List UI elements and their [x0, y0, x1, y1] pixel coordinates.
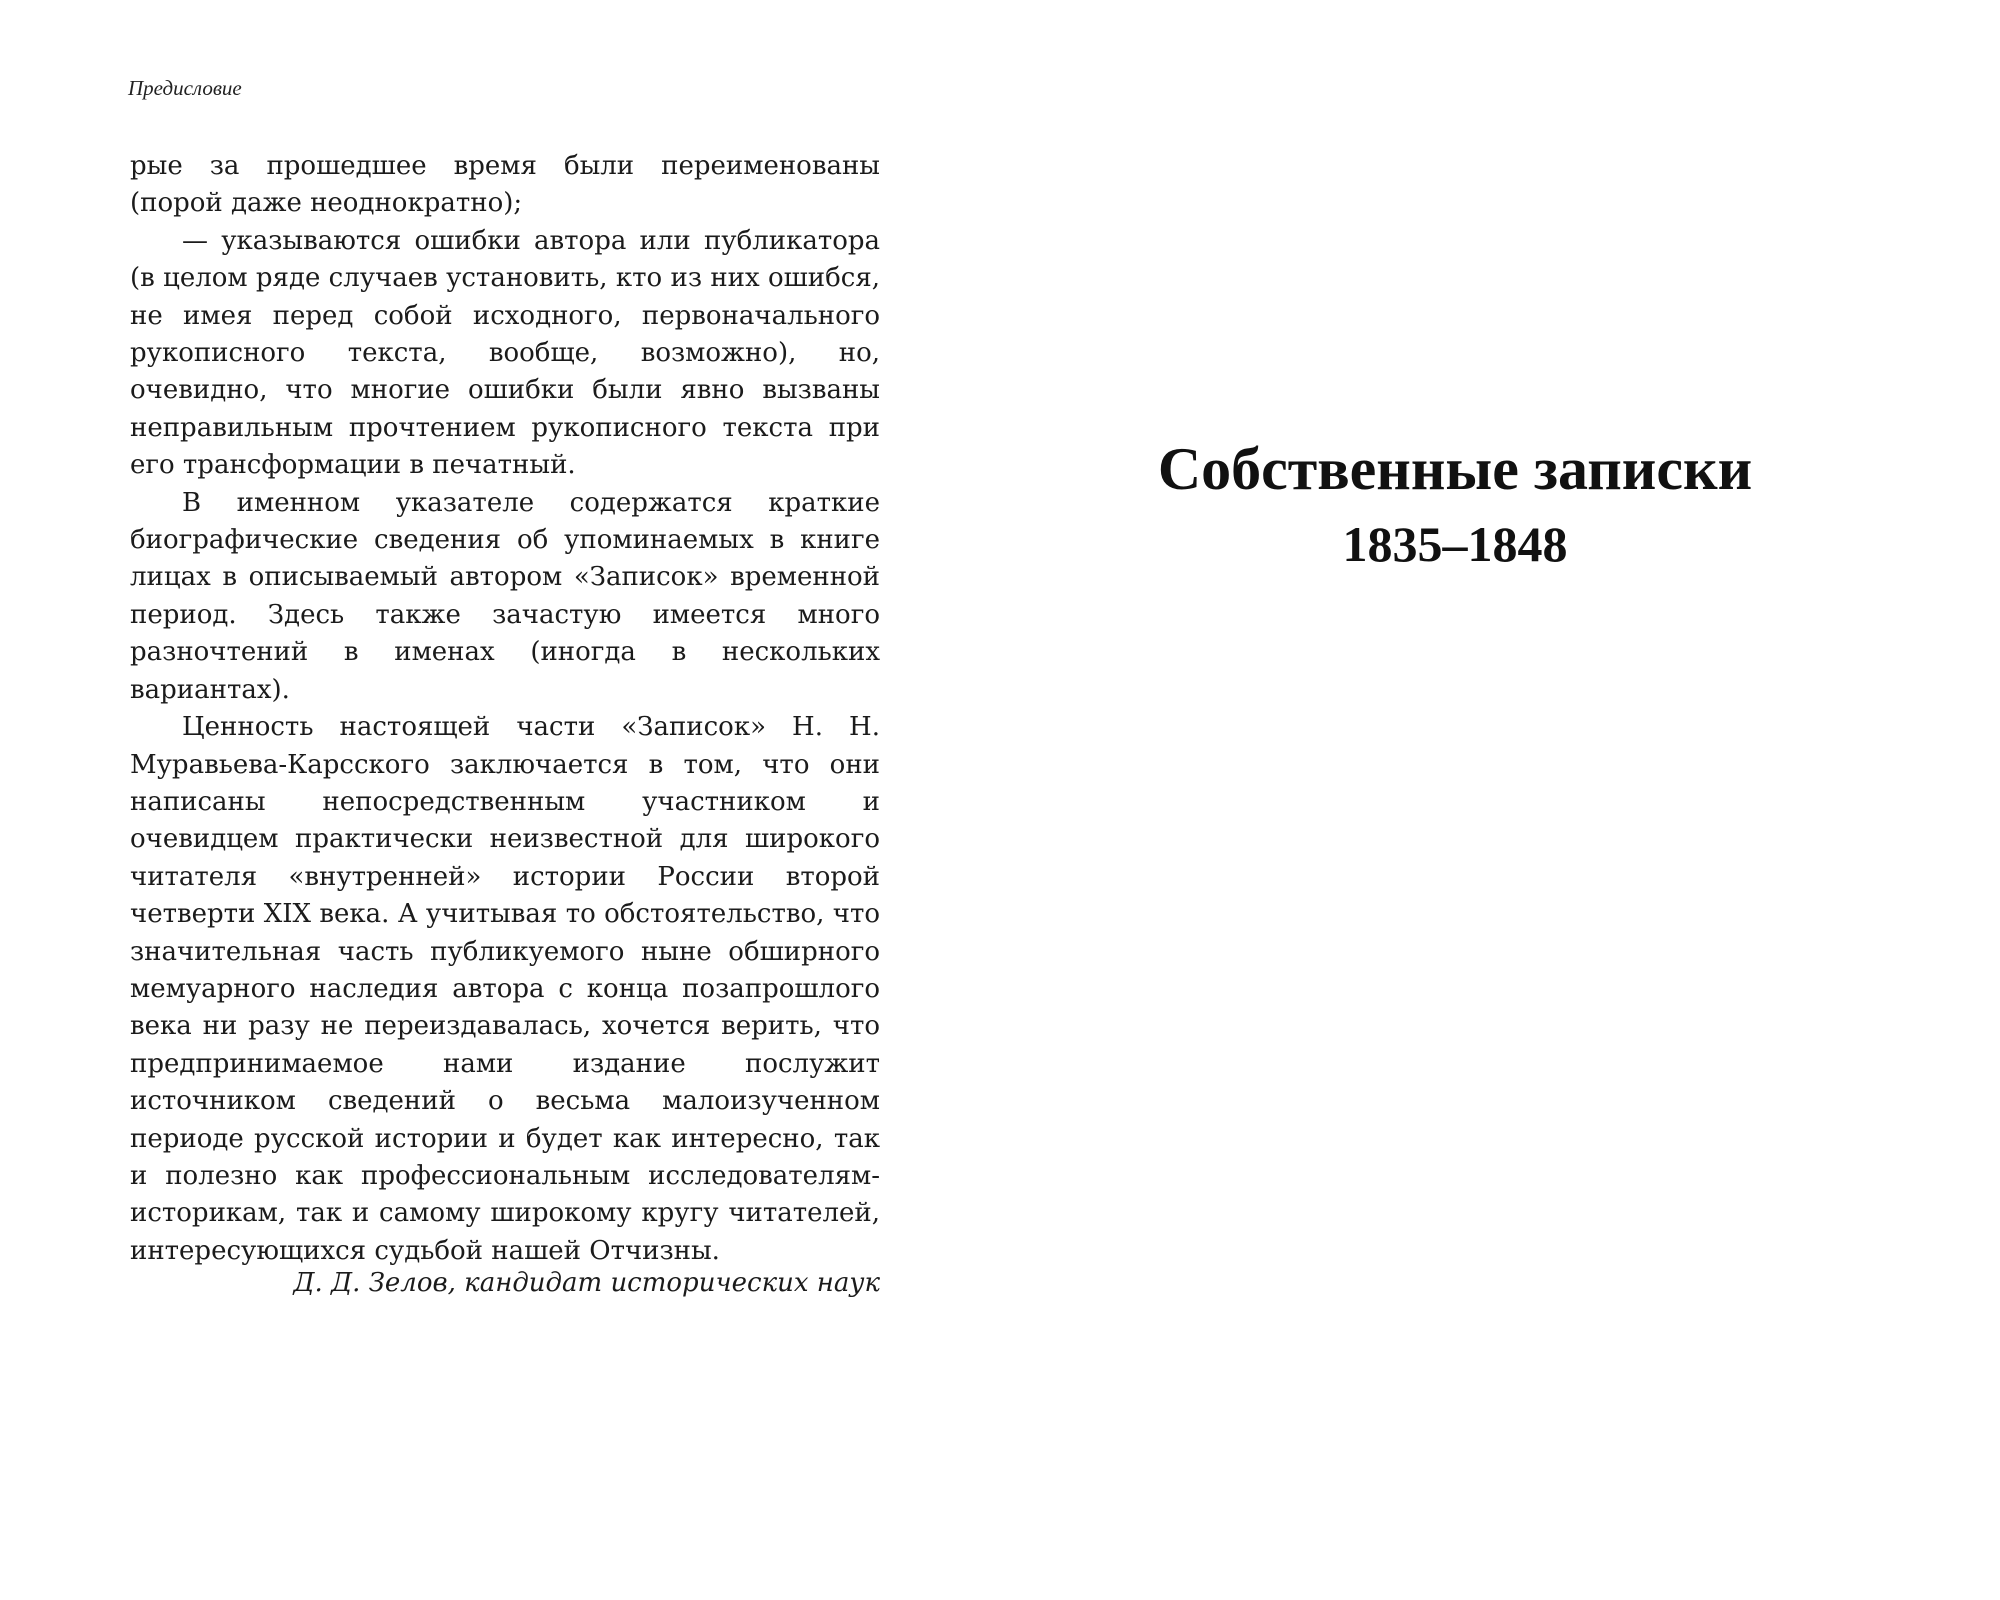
paragraph: В именном указателе содержатся краткие биографические сведения об упоминаемых в книге лицах в описываемый автором «Записок» временной период. Здесь также зачастую имеется много разночтений в именах (иногда в нескольких вариантах). — [130, 487, 880, 705]
paragraph: Ценность настоящей части «Записок» Н. Н. Муравьева-Карсского заключается в том, что они написаны непосредственным участником и очевидцем практически неизвестной для широкого читателя «внутренней» истории России второй четверти XIX века. А учитывая то обстоятельство, что значительная часть публикуемого ныне обширного мемуарного наследия автора с конца позапрошлого века ни разу не переиздавалась, хочется верить, что предпринимаемое нами издание послужит источником сведений о весьма малоизученном периоде русской истории и будет как интересно, так и полезно как профессиональным исследователям-историкам, так и самому широкому кругу читателей, интересующихся судьбой нашей Отчизны. — [130, 712, 880, 1266]
running-head: Предисловие — [128, 76, 242, 100]
paragraph: рые за прошедшее время были переименованы (порой даже неоднократно); — [130, 151, 880, 219]
section-title — [1000, 430, 2000, 580]
preface-text — [130, 148, 880, 1270]
author-signature: Д. Д. Зелов, кандидат исторических наук — [293, 1268, 880, 1298]
section-years: 1835–1848 — [1342, 516, 1568, 572]
paragraph: — указываются ошибки автора или публикатора (в целом ряде случаев установить, кто из них ошибся, не имея перед собой исходного, первоначального рукописного текста, вообще, возможно), но, очевидно, что многие ошибки были явно вызваны неправильным прочтением рукописного текста при его трансформации в печатный. — [130, 225, 880, 481]
right-page — [1000, 0, 2000, 1600]
section-title-text: Собственные записки — [1157, 436, 1753, 502]
